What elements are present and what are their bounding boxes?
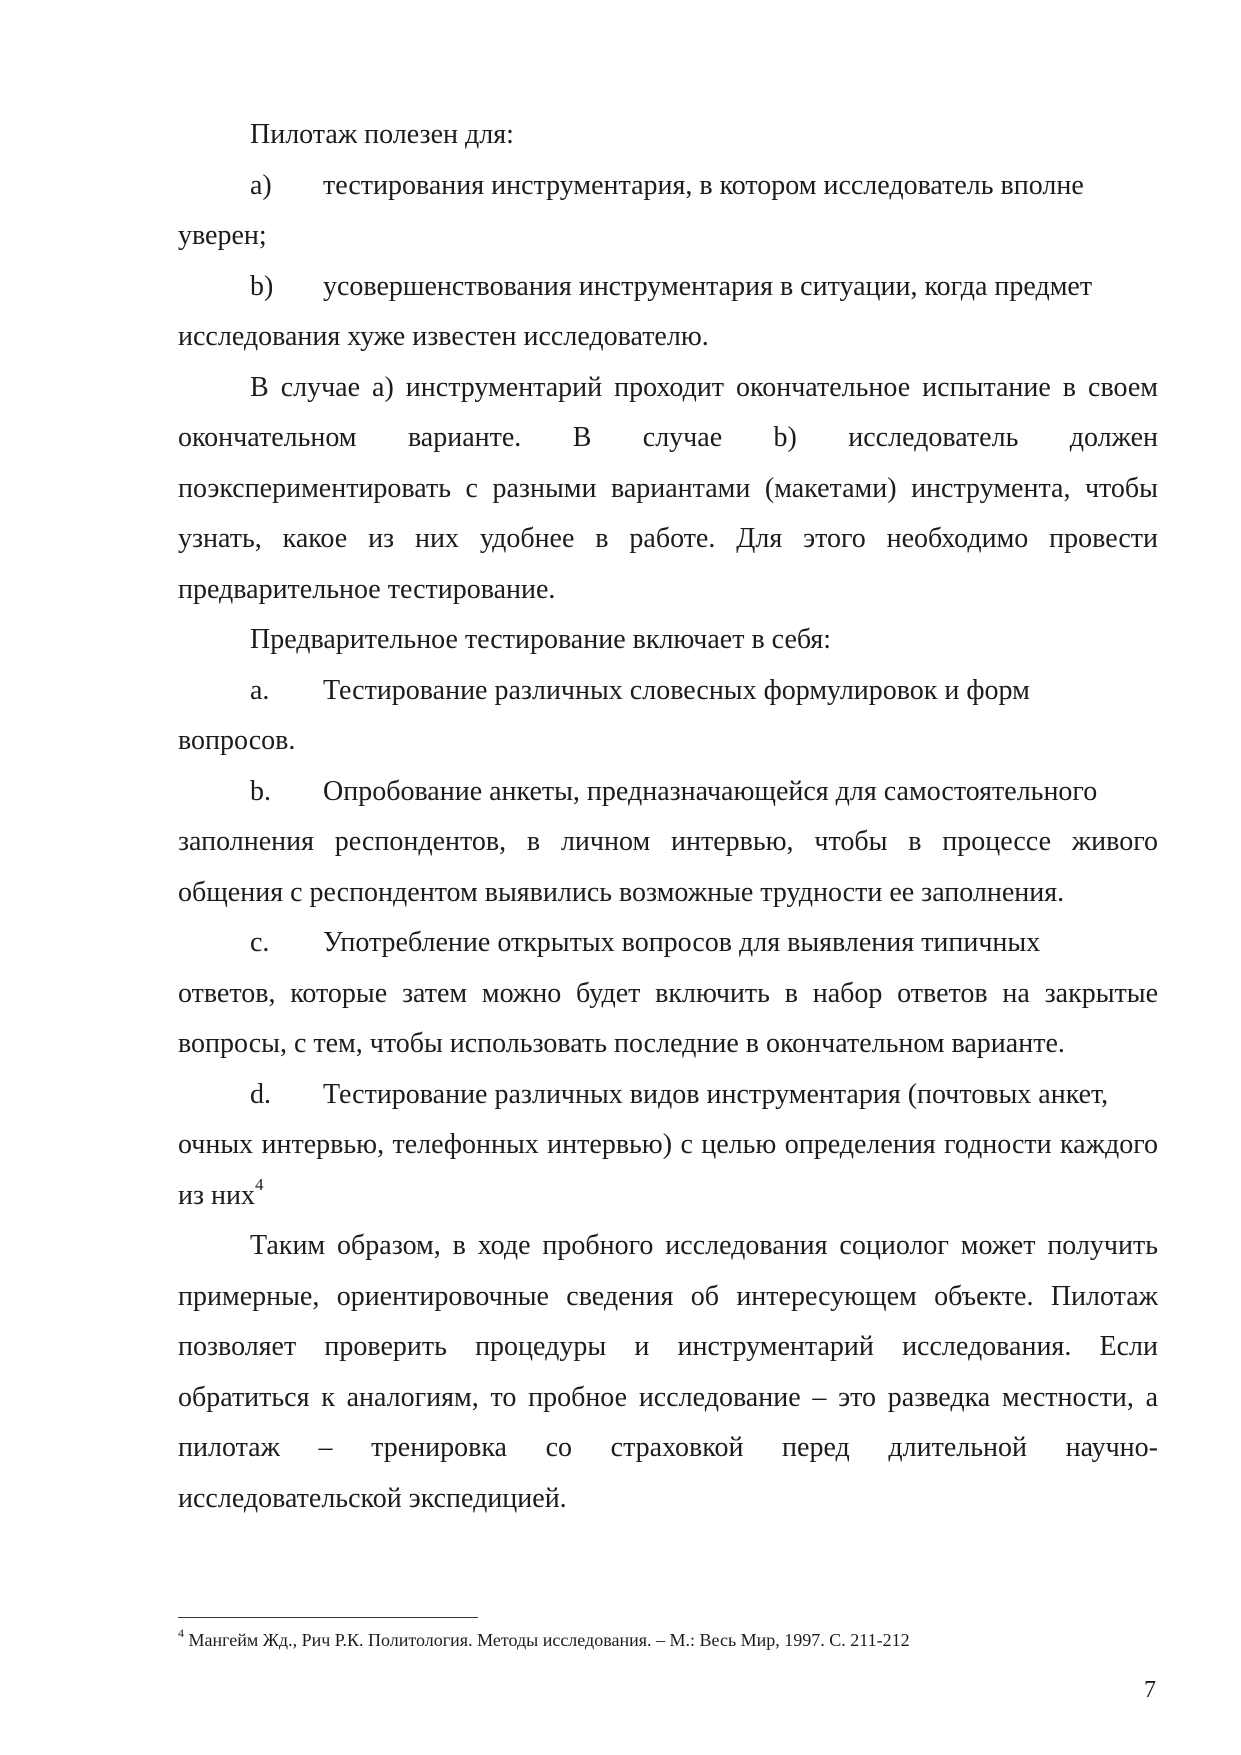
list-item-b-paren — [178, 262, 1158, 313]
cases-paragraph: В случае а) инструментарий проходит окончательное испытание в своем окончательном варианте. В случае b) исследователь должен поэкспериментировать с разными вариантами (макетами) инструмента, чтобы узнать, какое из них удобнее в работе. Для этого необходимо провести предварительное тестирование. — [178, 371, 1158, 605]
item-text: Употребление открытых вопросов для выявления типичных — [323, 927, 1041, 958]
list-item-continuation: ответов, которые затем можно будет включить в набор ответов на закрытые вопросы, с тем, чтобы использовать последние в окончательном варианте. — [178, 977, 1158, 1059]
list-item-b — [178, 767, 1158, 818]
list-item-continuation: уверен; — [178, 220, 267, 251]
footnote-separator — [178, 1617, 478, 1618]
item-text: Тестирование различных видов инструментария (почтовых анкет, — [323, 1078, 1109, 1110]
list-item-a-paren — [178, 161, 1158, 212]
footnote-reference[interactable]: 4 — [255, 1175, 264, 1195]
list-item-a — [178, 666, 1158, 717]
pretest-paragraph: Предварительное тестирование включает в себя: — [250, 624, 832, 655]
page-number: 7 — [1144, 1677, 1156, 1703]
item-text: очных интервью, телефонных интервью) с целью определения годности каждого из них — [178, 1129, 1158, 1211]
list-item-c — [178, 918, 1158, 969]
list-item-continuation: заполнения респондентов, в личном интервью, чтобы в процессе живого общения с респондентом выявились возможные трудности ее заполнения. — [178, 826, 1158, 908]
item-text: усовершенствования инструментария в ситуации, когда предмет — [323, 270, 1093, 302]
footnote-number: 4 — [178, 1626, 184, 1640]
list-item-continuation: вопросов. — [178, 725, 296, 756]
item-label: a) — [250, 169, 272, 201]
body-text — [178, 110, 1158, 1524]
list-item-d — [178, 1070, 1158, 1121]
item-label: b) — [250, 270, 274, 302]
item-label: a. — [250, 674, 270, 706]
footnote — [178, 1628, 1158, 1652]
item-label: b. — [250, 775, 271, 807]
list-item-continuation: исследования хуже известен исследователю. — [178, 321, 709, 352]
item-text: Тестирование различных словесных формулировок и форм — [323, 674, 1030, 706]
conclusion-paragraph: Таким образом, в ходе пробного исследования социолог может получить примерные, ориентировочные сведения об интересующем объекте. Пилотаж позволяет проверить процедуры и инструментарий исследования. Если обратиться к аналогиям, то пробное исследование – это разведка местности, а пилотаж – тренировка со страховкой перед длительной научно-исследовательской экспедицией. — [178, 1230, 1158, 1514]
item-text: Опробование анкеты, предназначающейся для самостоятельного — [323, 775, 1098, 807]
item-label: d. — [250, 1078, 271, 1110]
intro-paragraph: Пилотаж полезен для: — [250, 119, 514, 150]
item-label: c. — [250, 927, 270, 958]
item-text: тестирования инструментария, в котором исследователь вполне — [323, 169, 1084, 201]
footnote-text: Мангейм Жд., Рич Р.К. Политология. Методы исследования. – М.: Весь Мир, 1997. С. 211-212 — [184, 1630, 910, 1650]
list-item-continuation — [178, 1120, 1158, 1221]
